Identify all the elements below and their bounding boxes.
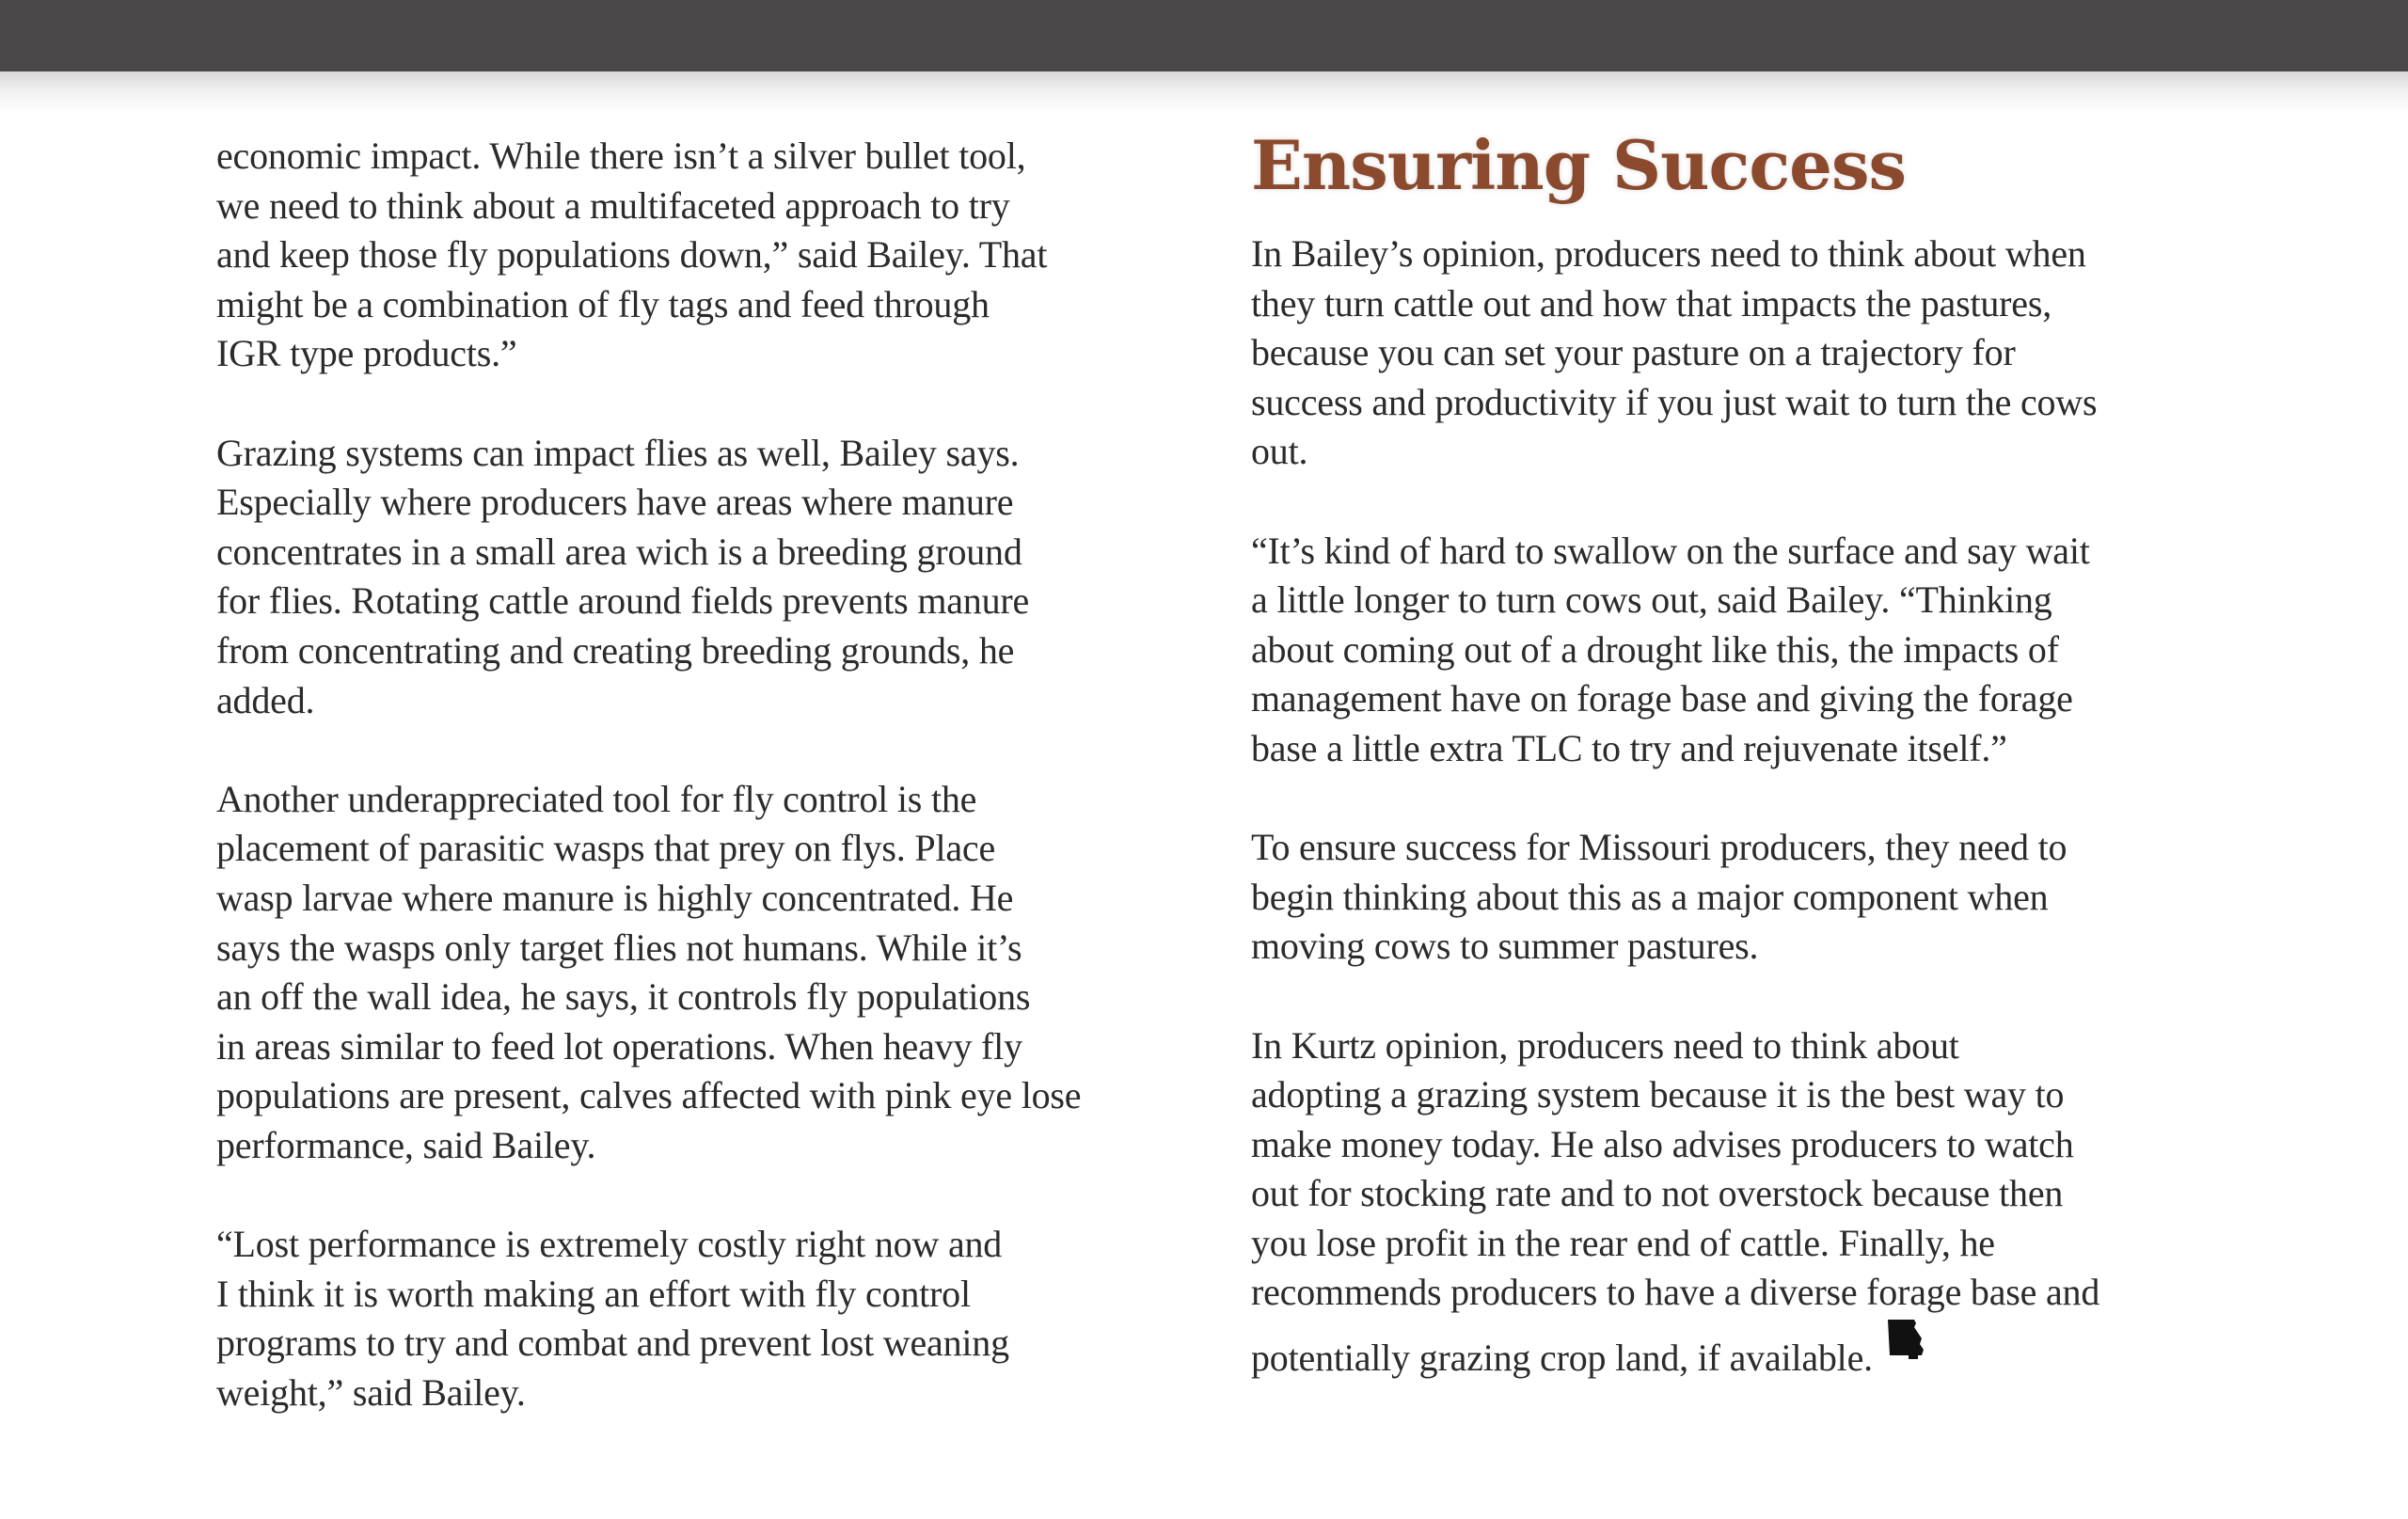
paragraph: Grazing systems can impact flies as well, Bailey says. Especially where producers have areas where manure concentrates in a small area wich is a breeding ground for flies. Rotating cattle around fields prevents manure from concentrating and creating breeding grounds, he added. <box>216 431 1030 721</box>
top-bar <box>0 0 2408 71</box>
paragraph: “It’s kind of hard to swallow on the surface and say wait a little longer to turn cows out, said Bailey. “Thinking about coming out of a drought like this, the impacts of management have on forage base and giving the forage base a little extra TLC to try and rejuvenate itself.” <box>1251 529 2090 769</box>
top-bar-shadow <box>0 71 2408 113</box>
paragraph: “Lost performance is extremely costly right now and I think it is worth making an effort with fly control programs to try and combat and prevent lost weaning weight,” said Bailey. <box>216 1223 1009 1414</box>
paragraph: In Bailey’s opinion, producers need to think about when they turn cattle out and how that impacts the pastures, because you can set your pasture on a trajectory for success and productivity if you just wait to turn the cows out. <box>1251 232 2098 473</box>
missouri-state-icon <box>1886 1318 1925 1361</box>
right-column <box>1251 125 2220 1432</box>
section-heading: Ensuring Success <box>1251 125 1907 205</box>
paragraph-text: In Kurtz opinion, producers need to think about adopting a grazing system because it is the best way to make money today. He also advises producers to watch out for stocking rate and to not overstock because then you lose profit in the rear end of cattle. Finally, he recommends producers to have a diverse forage base and potentially grazing crop land, if available. <box>1251 1023 2100 1380</box>
left-column <box>216 132 1185 1467</box>
paragraph-last <box>1251 1021 2220 1384</box>
paragraph: Another underappreciated tool for fly control is the placement of parasitic wasps that prey on flys. Place wasp larvae where manure is highly concentrated. He says the wasps only target flies not humans. While it’s an off the wall idea, he says, it controls fly populations in areas similar to feed lot operations. When heavy fly populations are present, calves affected with pink eye lose performance, said Bailey. <box>216 777 1082 1166</box>
paragraph: economic impact. While there isn’t a silver bullet tool, we need to think about a multifaceted approach to try and keep those fly populations down,” said Bailey. That might be a combination of fly tags and feed through IGR type products.” <box>216 134 1048 375</box>
paragraph: To ensure success for Missouri producers, they need to begin thinking about this as a major component when moving cows to summer pastures. <box>1251 826 2067 968</box>
